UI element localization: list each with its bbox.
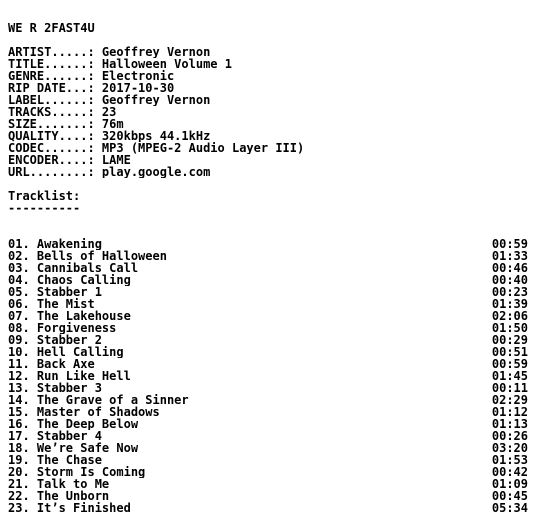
info-value: MP3 (MPEG-2 Audio Layer III) — [101, 142, 305, 154]
info-value: 2017-10-30 — [101, 82, 175, 94]
track-duration: 00:59 — [491, 358, 528, 370]
track-row — [8, 310, 528, 322]
tracklist — [8, 238, 528, 514]
track-row — [8, 274, 528, 286]
track-row — [8, 478, 528, 490]
info-value: LAME — [101, 154, 131, 166]
track-title: 23. It’s Finished — [8, 502, 131, 514]
track-row — [8, 418, 528, 430]
info-key: GENRE......: — [8, 70, 102, 82]
track-duration: 00:45 — [491, 490, 528, 502]
track-row — [8, 490, 528, 502]
blank-line — [8, 34, 528, 46]
track-duration: 01:09 — [491, 478, 528, 490]
info-key: LABEL......: — [8, 94, 102, 106]
track-title: 19. The Chase — [8, 454, 102, 466]
track-row — [8, 370, 528, 382]
track-row — [8, 502, 528, 514]
track-title: 06. The Mist — [8, 298, 95, 310]
track-title: 20. Storm Is Coming — [8, 466, 146, 478]
track-title: 05. Stabber 1 — [8, 286, 102, 298]
info-key: RIP DATE...: — [8, 82, 102, 94]
track-row — [8, 334, 528, 346]
track-duration: 00:42 — [491, 466, 528, 478]
info-row — [8, 94, 528, 106]
track-duration: 01:33 — [491, 250, 528, 262]
info-value: Geoffrey Vernon — [101, 46, 211, 58]
info-row — [8, 130, 528, 142]
group-name: WE R 2FAST4U — [8, 22, 95, 34]
track-duration: 00:11 — [491, 382, 528, 394]
info-value: Halloween Volume 1 — [101, 58, 232, 70]
track-duration: 00:23 — [491, 286, 528, 298]
track-title: 13. Stabber 3 — [8, 382, 102, 394]
track-duration: 00:51 — [491, 346, 528, 358]
info-row — [8, 142, 528, 154]
info-value: Electronic — [101, 70, 175, 82]
track-title: 03. Cannibals Call — [8, 262, 139, 274]
info-row — [8, 46, 528, 58]
blank-line — [8, 226, 528, 238]
tracklist-rule: ---------- — [8, 202, 81, 214]
track-duration: 00:40 — [491, 274, 528, 286]
track-title: 01. Awakening — [8, 238, 102, 250]
track-duration: 00:59 — [491, 238, 528, 250]
info-key: URL........: — [8, 166, 102, 178]
track-row — [8, 286, 528, 298]
info-value: Geoffrey Vernon — [101, 94, 211, 106]
track-title: 08. Forgiveness — [8, 322, 117, 334]
track-duration: 01:12 — [491, 406, 528, 418]
info-value: play.google.com — [101, 166, 211, 178]
track-duration: 01:50 — [491, 322, 528, 334]
track-duration: 02:06 — [491, 310, 528, 322]
track-duration: 01:53 — [491, 454, 528, 466]
track-row — [8, 358, 528, 370]
track-row — [8, 430, 528, 442]
blank-line — [8, 178, 528, 190]
track-title: 12. Run Like Hell — [8, 370, 131, 382]
track-duration: 01:45 — [491, 370, 528, 382]
track-title: 17. Stabber 4 — [8, 430, 102, 442]
blank-line — [8, 214, 528, 226]
track-duration: 03:20 — [491, 442, 528, 454]
track-duration: 01:39 — [491, 298, 528, 310]
track-duration: 00:26 — [491, 430, 528, 442]
nfo-document — [8, 22, 528, 514]
track-duration: 01:13 — [491, 418, 528, 430]
track-duration: 05:34 — [491, 502, 528, 514]
info-value: 76m — [101, 118, 124, 130]
info-row — [8, 106, 528, 118]
info-row — [8, 58, 528, 70]
track-row — [8, 406, 528, 418]
track-title: 07. The Lakehouse — [8, 310, 131, 322]
tracklist-heading: Tracklist: — [8, 190, 81, 202]
info-key: TITLE......: — [8, 58, 102, 70]
track-row — [8, 250, 528, 262]
track-title: 11. Back Axe — [8, 358, 95, 370]
info-row — [8, 82, 528, 94]
info-row — [8, 166, 528, 178]
track-title: 15. Master of Shadows — [8, 406, 160, 418]
track-title: 04. Chaos Calling — [8, 274, 131, 286]
info-row — [8, 118, 528, 130]
track-title: 21. Talk to Me — [8, 478, 110, 490]
track-row — [8, 298, 528, 310]
track-title: 16. The Deep Below — [8, 418, 139, 430]
track-duration: 00:46 — [491, 262, 528, 274]
track-row — [8, 262, 528, 274]
track-row — [8, 346, 528, 358]
track-duration: 00:29 — [491, 334, 528, 346]
track-row — [8, 454, 528, 466]
info-key: ARTIST.....: — [8, 46, 102, 58]
track-row — [8, 382, 528, 394]
track-row — [8, 238, 528, 250]
track-title: 10. Hell Calling — [8, 346, 124, 358]
info-key: CODEC......: — [8, 142, 102, 154]
info-key: QUALITY....: — [8, 130, 102, 142]
track-title: 02. Bells of Halloween — [8, 250, 167, 262]
track-row — [8, 442, 528, 454]
track-title: 14. The Grave of a Sinner — [8, 394, 189, 406]
track-duration: 02:29 — [491, 394, 528, 406]
track-row — [8, 466, 528, 478]
track-title: 09. Stabber 2 — [8, 334, 102, 346]
info-value: 320kbps 44.1kHz — [101, 130, 211, 142]
info-row — [8, 154, 528, 166]
info-key: TRACKS.....: — [8, 106, 102, 118]
track-title: 22. The Unborn — [8, 490, 110, 502]
info-value: 23 — [101, 106, 117, 118]
track-row — [8, 322, 528, 334]
release-info — [8, 46, 528, 178]
track-title: 18. We’re Safe Now — [8, 442, 139, 454]
track-row — [8, 394, 528, 406]
info-row — [8, 70, 528, 82]
info-key: ENCODER....: — [8, 154, 102, 166]
info-key: SIZE.......: — [8, 118, 102, 130]
